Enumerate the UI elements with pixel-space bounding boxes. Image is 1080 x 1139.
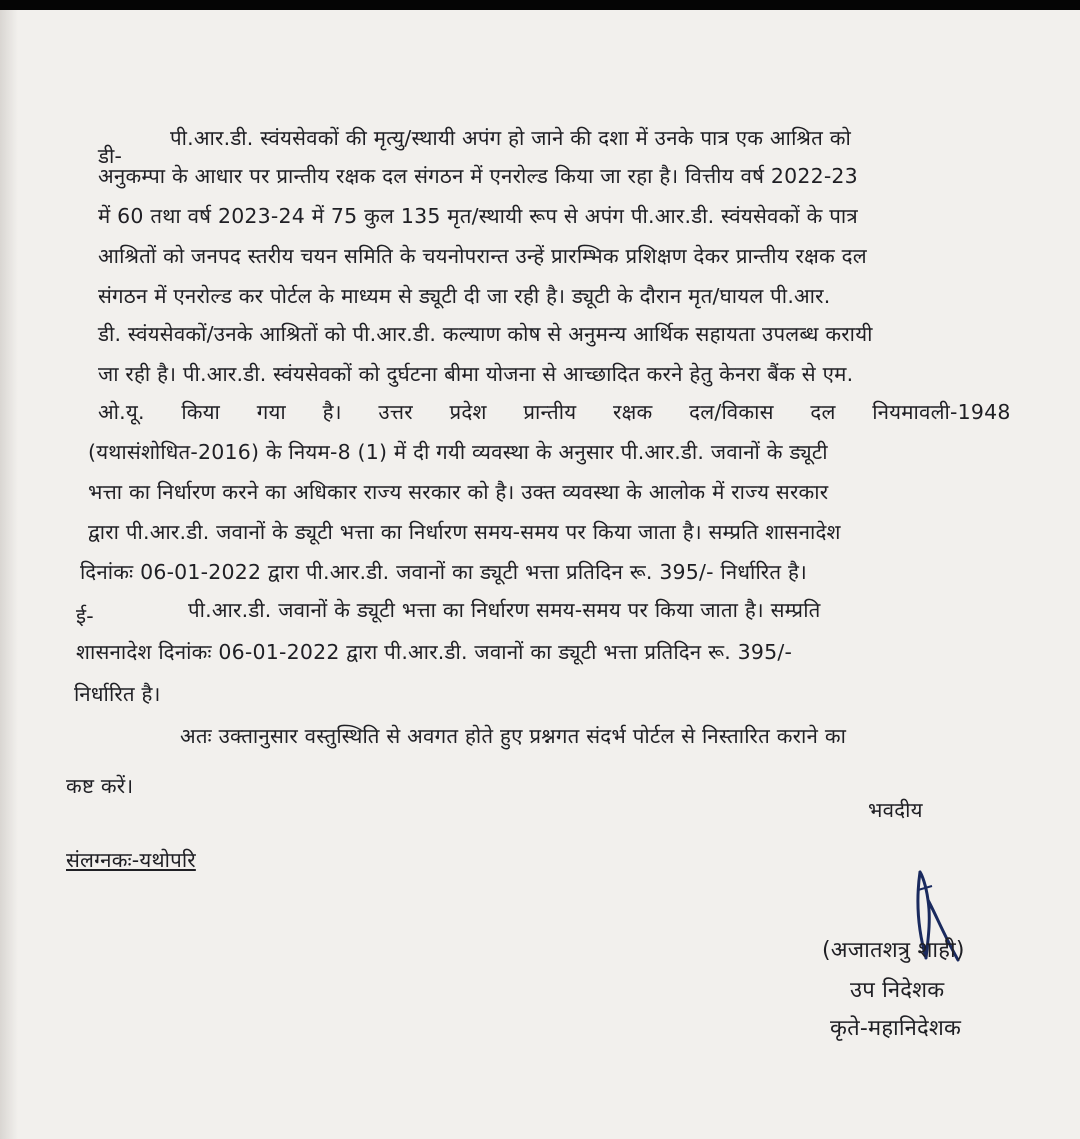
- letter-page: [18, 30, 1068, 1130]
- page-shadow: [0, 10, 18, 1139]
- paragraph-e-marker: ई-: [76, 604, 94, 628]
- paragraph-d-line: द्वारा पी.आर.डी. जवानों के ड्यूटी भत्ता का निर्धारण समय-समय पर किया जाता है। सम्प्रति शासनादेश: [88, 520, 841, 544]
- paragraph-d-line: डी. स्वंयसेवकों/उनके आश्रितों को पी.आर.डी. कल्याण कोष से अनुमन्य आर्थिक सहायता उपलब्ध करायी: [98, 322, 873, 346]
- paragraph-d-line: आश्रितों को जनपद स्तरीय चयन समिति के चयनोपरान्त उन्हें प्रारम्भिक प्रशिक्षण देकर प्रान्तीय रक्षक दल: [98, 244, 867, 268]
- attachment-note: संलग्नकः-यथोपरि: [66, 848, 196, 872]
- paragraph-d-line: पी.आर.डी. स्वंयसेवकों की मृत्यु/स्थायी अपंग हो जाने की दशा में उनके पात्र एक आश्रित को: [170, 126, 851, 150]
- paragraph-d-line: संगठन में एनरोल्ड कर पोर्टल के माध्यम से ड्यूटी दी जा रही है। ड्यूटी के दौरान मृत/घायल पी.आर.: [98, 284, 831, 308]
- signatory-name: (अजातशत्रु शाही): [822, 938, 965, 963]
- closing-line: अतः उक्तानुसार वस्तुस्थिति से अवगत होते हुए प्रश्नगत संदर्भ पोर्टल से निस्तारित कराने का: [180, 724, 847, 748]
- paragraph-d-line: अनुकम्पा के आधार पर प्रान्तीय रक्षक दल संगठन में एनरोल्ड किया जा रहा है। वित्तीय वर्ष 2022-23: [98, 164, 858, 188]
- paragraph-d-line: (यथासंशोधित-2016) के नियम-8 (1) में दी गयी व्यवस्था के अनुसार पी.आर.डी. जवानों के ड्यूटी: [88, 440, 828, 464]
- paragraph-d-line: ओ.यू. किया गया है। उत्तर प्रदेश प्रान्तीय रक्षक दल/विकास दल नियमावली-1948: [98, 400, 1011, 424]
- top-edge-bar: [0, 0, 1080, 10]
- paragraph-d-marker: डी-: [98, 144, 123, 168]
- paragraph-d-line: दिनांकः 06-01-2022 द्वारा पी.आर.डी. जवानों का ड्यूटी भत्ता प्रतिदिन रू. 395/- निर्धारित है।: [80, 560, 808, 584]
- paragraph-e-line: निर्धारित है।: [74, 682, 161, 706]
- paragraph-d-line: में 60 तथा वर्ष 2023-24 में 75 कुल 135 मृत/स्थायी रूप से अपंग पी.आर.डी. स्वंयसेवकों के पात्र: [98, 204, 858, 228]
- paragraph-e-line: पी.आर.डी. जवानों के ड्यूटी भत्ता का निर्धारण समय-समय पर किया जाता है। सम्प्रति: [188, 598, 821, 622]
- salutation: भवदीय: [868, 798, 923, 822]
- paragraph-e-line: शासनादेश दिनांकः 06-01-2022 द्वारा पी.आर.डी. जवानों का ड्यूटी भत्ता प्रतिदिन रू. 395/-: [76, 640, 793, 664]
- paragraph-d-line: भत्ता का निर्धारण करने का अधिकार राज्य सरकार को है। उक्त व्यवस्था के आलोक में राज्य सरकार: [88, 480, 829, 504]
- signatory-designation: उप निदेशक: [850, 978, 945, 1003]
- signatory-on-behalf: कृते-महानिदेशक: [830, 1016, 962, 1041]
- paragraph-d-line: जा रही है। पी.आर.डी. स्वंयसेवकों को दुर्घटना बीमा योजना से आच्छादित करने हेतु केनरा बैंक से एम.: [98, 362, 854, 386]
- closing-line: कष्ट करें।: [66, 774, 134, 798]
